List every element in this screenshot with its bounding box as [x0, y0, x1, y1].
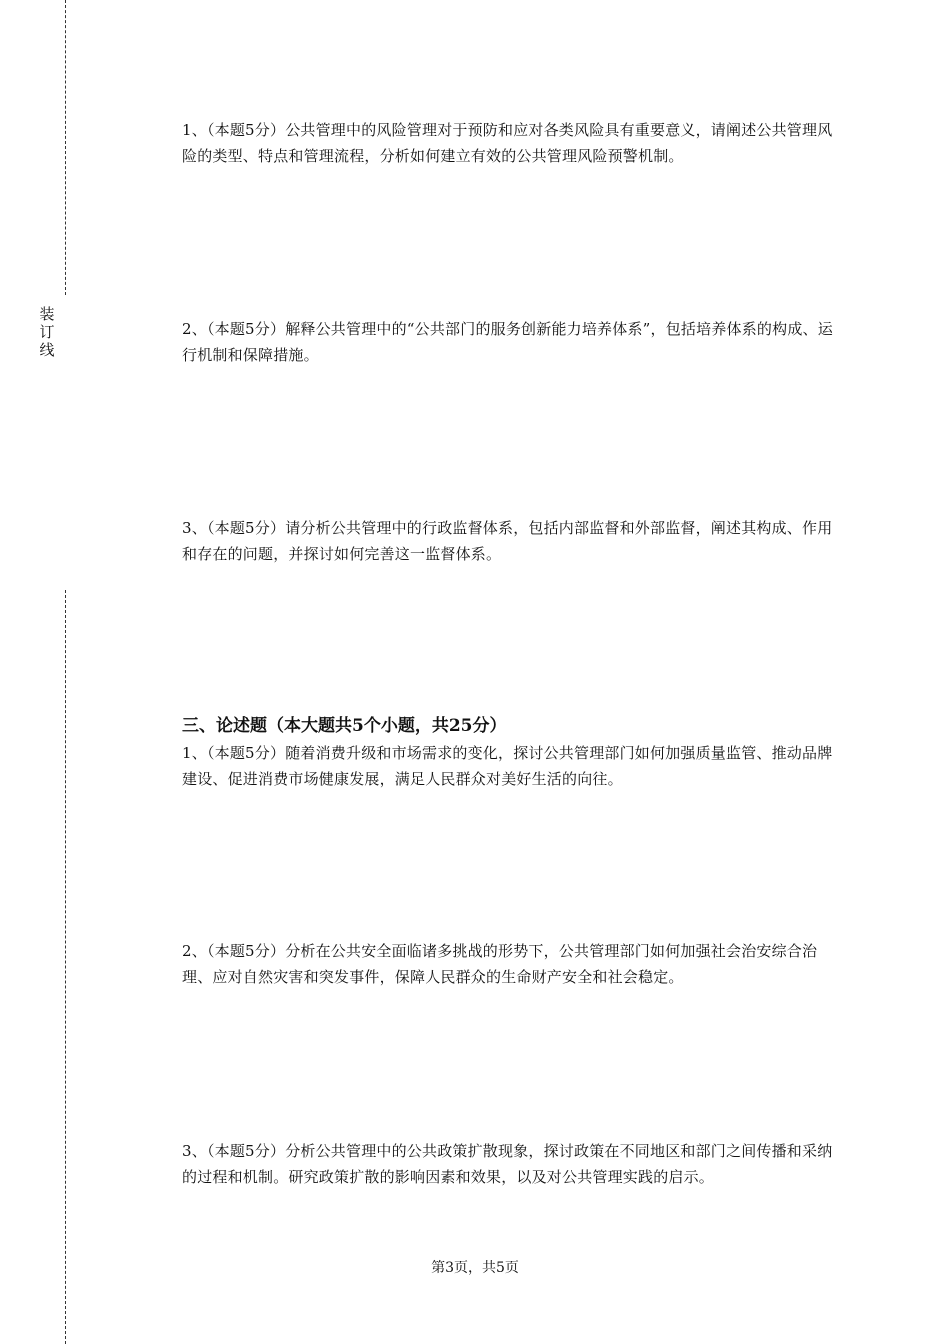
section-three-title: 三、论述题（本大题共5个小题，共25分） [182, 716, 507, 736]
question-2-3: 3、（本题5分）请分析公共管理中的行政监督体系，包括内部监督和外部监督，阐述其构成、作用和存在的问题，并探讨如何完善这一监督体系。 [182, 519, 833, 563]
page-number-footer: 第3页，共5页 [431, 1260, 519, 1276]
binding-line-label: 装订线 [39, 305, 55, 359]
binding-dashed-line-bottom [65, 590, 66, 1344]
question-3-2: 2、（本题5分）分析在公共安全面临诸多挑战的形势下，公共管理部门如何加强社会治安综合治理、应对自然灾害和突发事件，保障人民群众的生命财产安全和社会稳定。 [182, 942, 818, 986]
question-3-1: 1、（本题5分）随着消费升级和市场需求的变化，探讨公共管理部门如何加强质量监管、推动品牌建设、促进消费市场健康发展，满足人民群众对美好生活的向往。 [182, 744, 833, 788]
binding-dashed-line-top [65, 0, 66, 295]
question-3-3: 3、（本题5分）分析公共管理中的公共政策扩散现象，探讨政策在不同地区和部门之间传播和采纳的过程和机制。研究政策扩散的影响因素和效果，以及对公共管理实践的启示。 [182, 1142, 833, 1186]
question-2-2: 2、（本题5分）解释公共管理中的“公共部门的服务创新能力培养体系”，包括培养体系的构成、运行机制和保障措施。 [182, 320, 833, 364]
question-2-1: 1、（本题5分）公共管理中的风险管理对于预防和应对各类风险具有重要意义，请阐述公共管理风险的类型、特点和管理流程，分析如何建立有效的公共管理风险预警机制。 [182, 121, 833, 165]
